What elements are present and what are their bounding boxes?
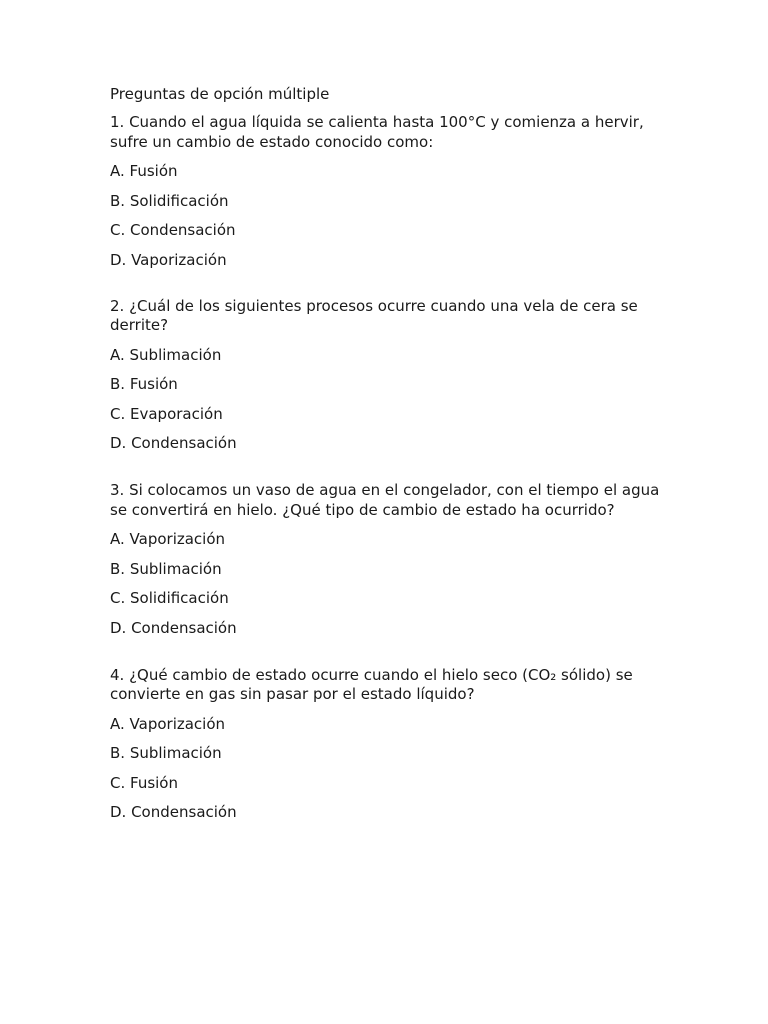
question-2-option-b: B. Fusión [110, 375, 178, 393]
question-4-option-d: D. Condensación [110, 803, 237, 821]
question-1-option-a: A. Fusión [110, 162, 178, 180]
question-2-text: 2. ¿Cuál de los siguientes procesos ocurre cuando una vela de cera se derrite? [110, 296, 638, 334]
question-4-option-a: A. Vaporización [110, 714, 226, 733]
question-3-text: 3. Si colocamos un vaso de agua en el congelador, con el tiempo el agua se convertirá en hielo. ¿Qué tipo de cambio de estado ha ocurrido? [110, 481, 660, 519]
document-heading: Preguntas de opción múltiple [110, 85, 330, 103]
question-3-option-a: A. Vaporización [110, 530, 226, 548]
question-2 [110, 297, 670, 454]
question-4-option-b: B. Sublimación [110, 744, 222, 762]
question-2-option-d: D. Condensación [110, 434, 237, 452]
question-1 [110, 113, 670, 270]
question-1-option-b: B. Solidificación [110, 191, 229, 210]
question-4 [110, 666, 670, 823]
question-2-option-c: C. Evaporación [110, 404, 223, 423]
document-page [110, 84, 670, 832]
question-3-option-d: D. Condensación [110, 618, 237, 637]
question-3-option-b: B. Sublimación [110, 559, 222, 578]
question-4-text: 4. ¿Qué cambio de estado ocurre cuando el hielo seco (CO₂ sólido) se convierte en gas sin pasar por el estado líquido? [110, 665, 633, 703]
question-3-option-c: C. Solidificación [110, 589, 229, 607]
question-1-option-d: D. Vaporización [110, 250, 227, 269]
question-2-option-a: A. Sublimación [110, 345, 222, 364]
question-1-text: 1. Cuando el agua líquida se calienta hasta 100°C y comienza a hervir, sufre un cambio de estado conocido como: [110, 113, 644, 151]
question-3 [110, 481, 670, 638]
question-1-option-c: C. Condensación [110, 221, 236, 239]
question-4-option-c: C. Fusión [110, 773, 178, 792]
